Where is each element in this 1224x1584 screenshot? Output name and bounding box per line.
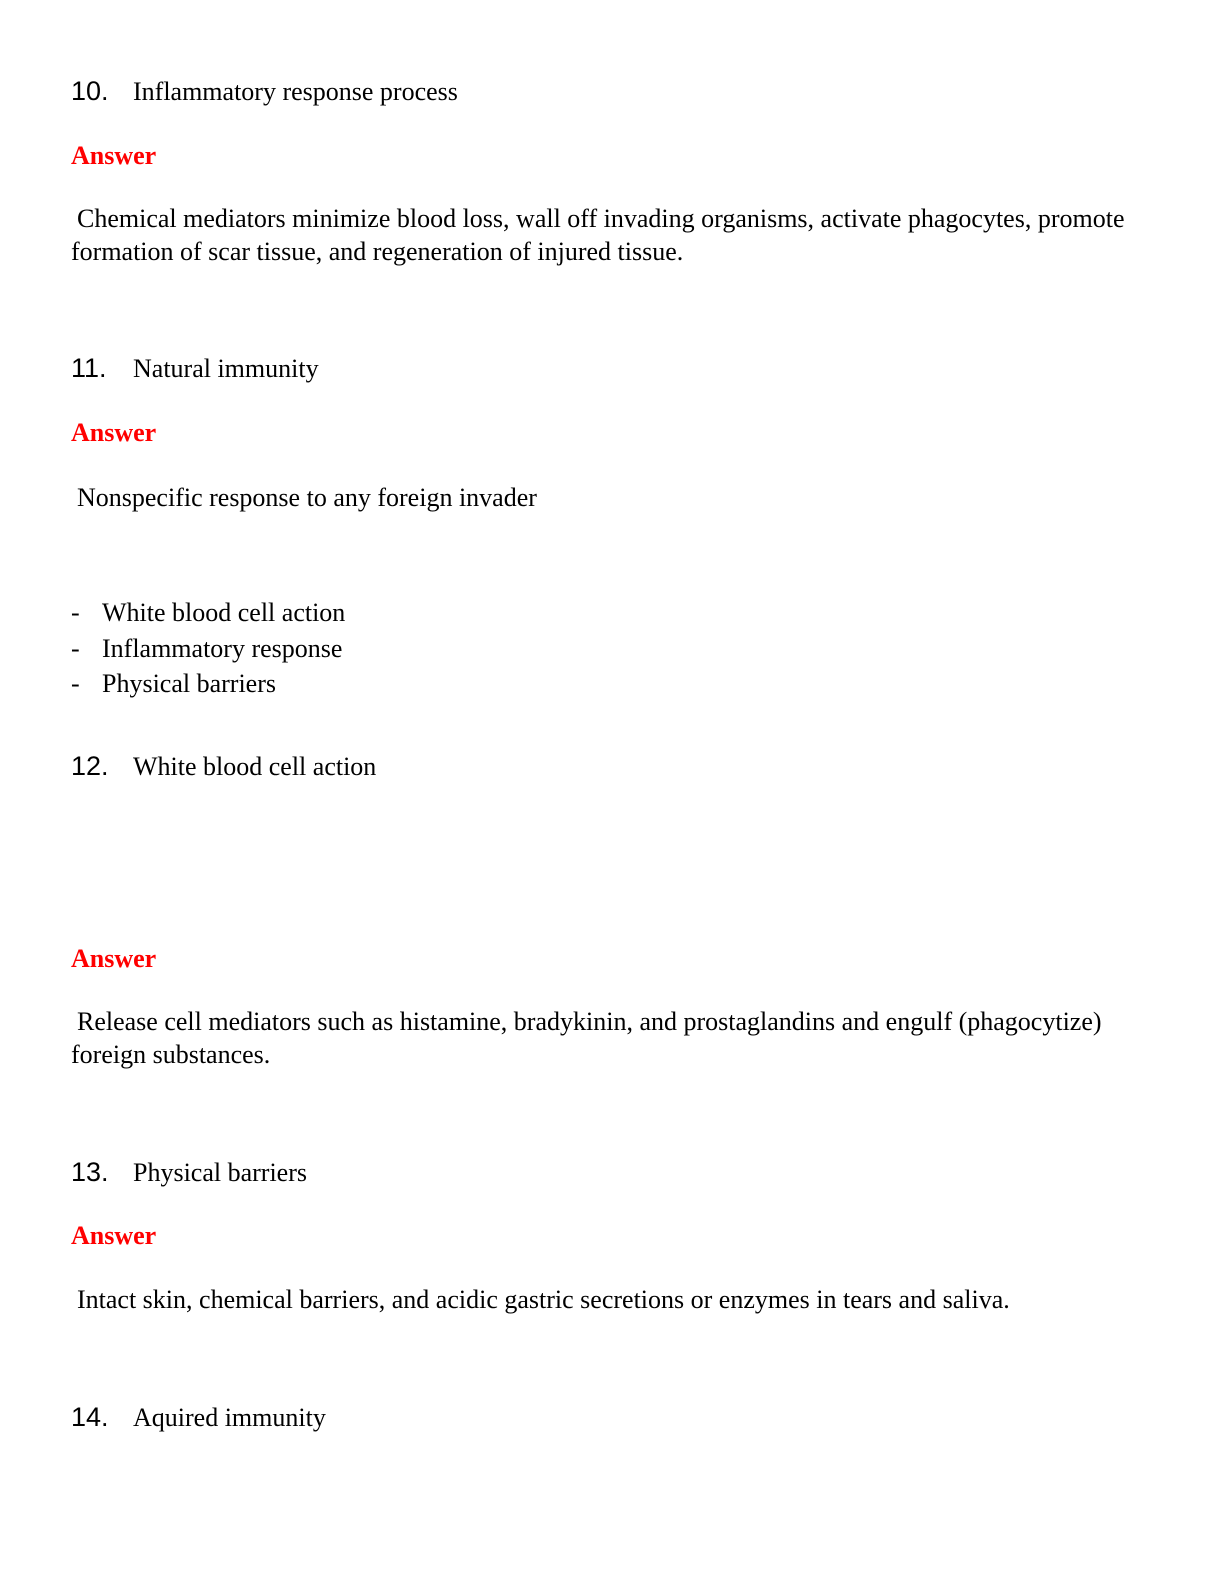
bullet-dash: - <box>71 669 80 698</box>
question-title: Inflammatory response process <box>133 77 458 106</box>
question-12 <box>71 753 376 780</box>
bullet-dash: - <box>71 633 80 663</box>
answer-text: Intact skin, chemical barriers, and acidic gastric secretions or enzymes in tears and saliva. <box>77 1285 1010 1314</box>
question-10 <box>71 78 458 105</box>
answer-label: Answer <box>71 1221 157 1250</box>
answer-text: Chemical mediators minimize blood loss, wall off invading organisms, activate phagocytes, promote formation of scar tissue, and regeneration of injured tissue. <box>71 204 1125 266</box>
list-item <box>71 631 345 667</box>
answer-text: Release cell mediators such as histamine, bradykinin, and prostaglandins and engulf (phagocytize) foreign substances. <box>71 1007 1102 1069</box>
question-title: Physical barriers <box>133 1158 308 1187</box>
question-number: 14. <box>71 1402 109 1432</box>
list-item-text: Physical barriers <box>102 669 277 698</box>
bullet-dash: - <box>71 598 80 627</box>
question-title: White blood cell action <box>133 752 377 781</box>
bullet-list <box>71 595 345 702</box>
question-number: 12. <box>71 751 109 781</box>
question-title: Natural immunity <box>133 354 319 383</box>
answer-text: Nonspecific response to any foreign invader <box>77 483 537 512</box>
question-11 <box>71 355 319 382</box>
answer-label: Answer <box>71 944 157 973</box>
question-number: 11. <box>71 353 107 383</box>
list-item-text: White blood cell action <box>102 598 346 627</box>
question-number: 10. <box>71 76 109 106</box>
question-13 <box>71 1159 307 1186</box>
answer-label: Answer <box>71 418 157 447</box>
list-item-text: Inflammatory response <box>102 633 343 663</box>
question-14 <box>71 1404 326 1431</box>
list-item <box>71 666 345 702</box>
question-title: Aquired immunity <box>133 1403 326 1432</box>
list-item <box>71 595 345 631</box>
answer-label: Answer <box>71 141 157 170</box>
question-number: 13. <box>71 1157 109 1187</box>
